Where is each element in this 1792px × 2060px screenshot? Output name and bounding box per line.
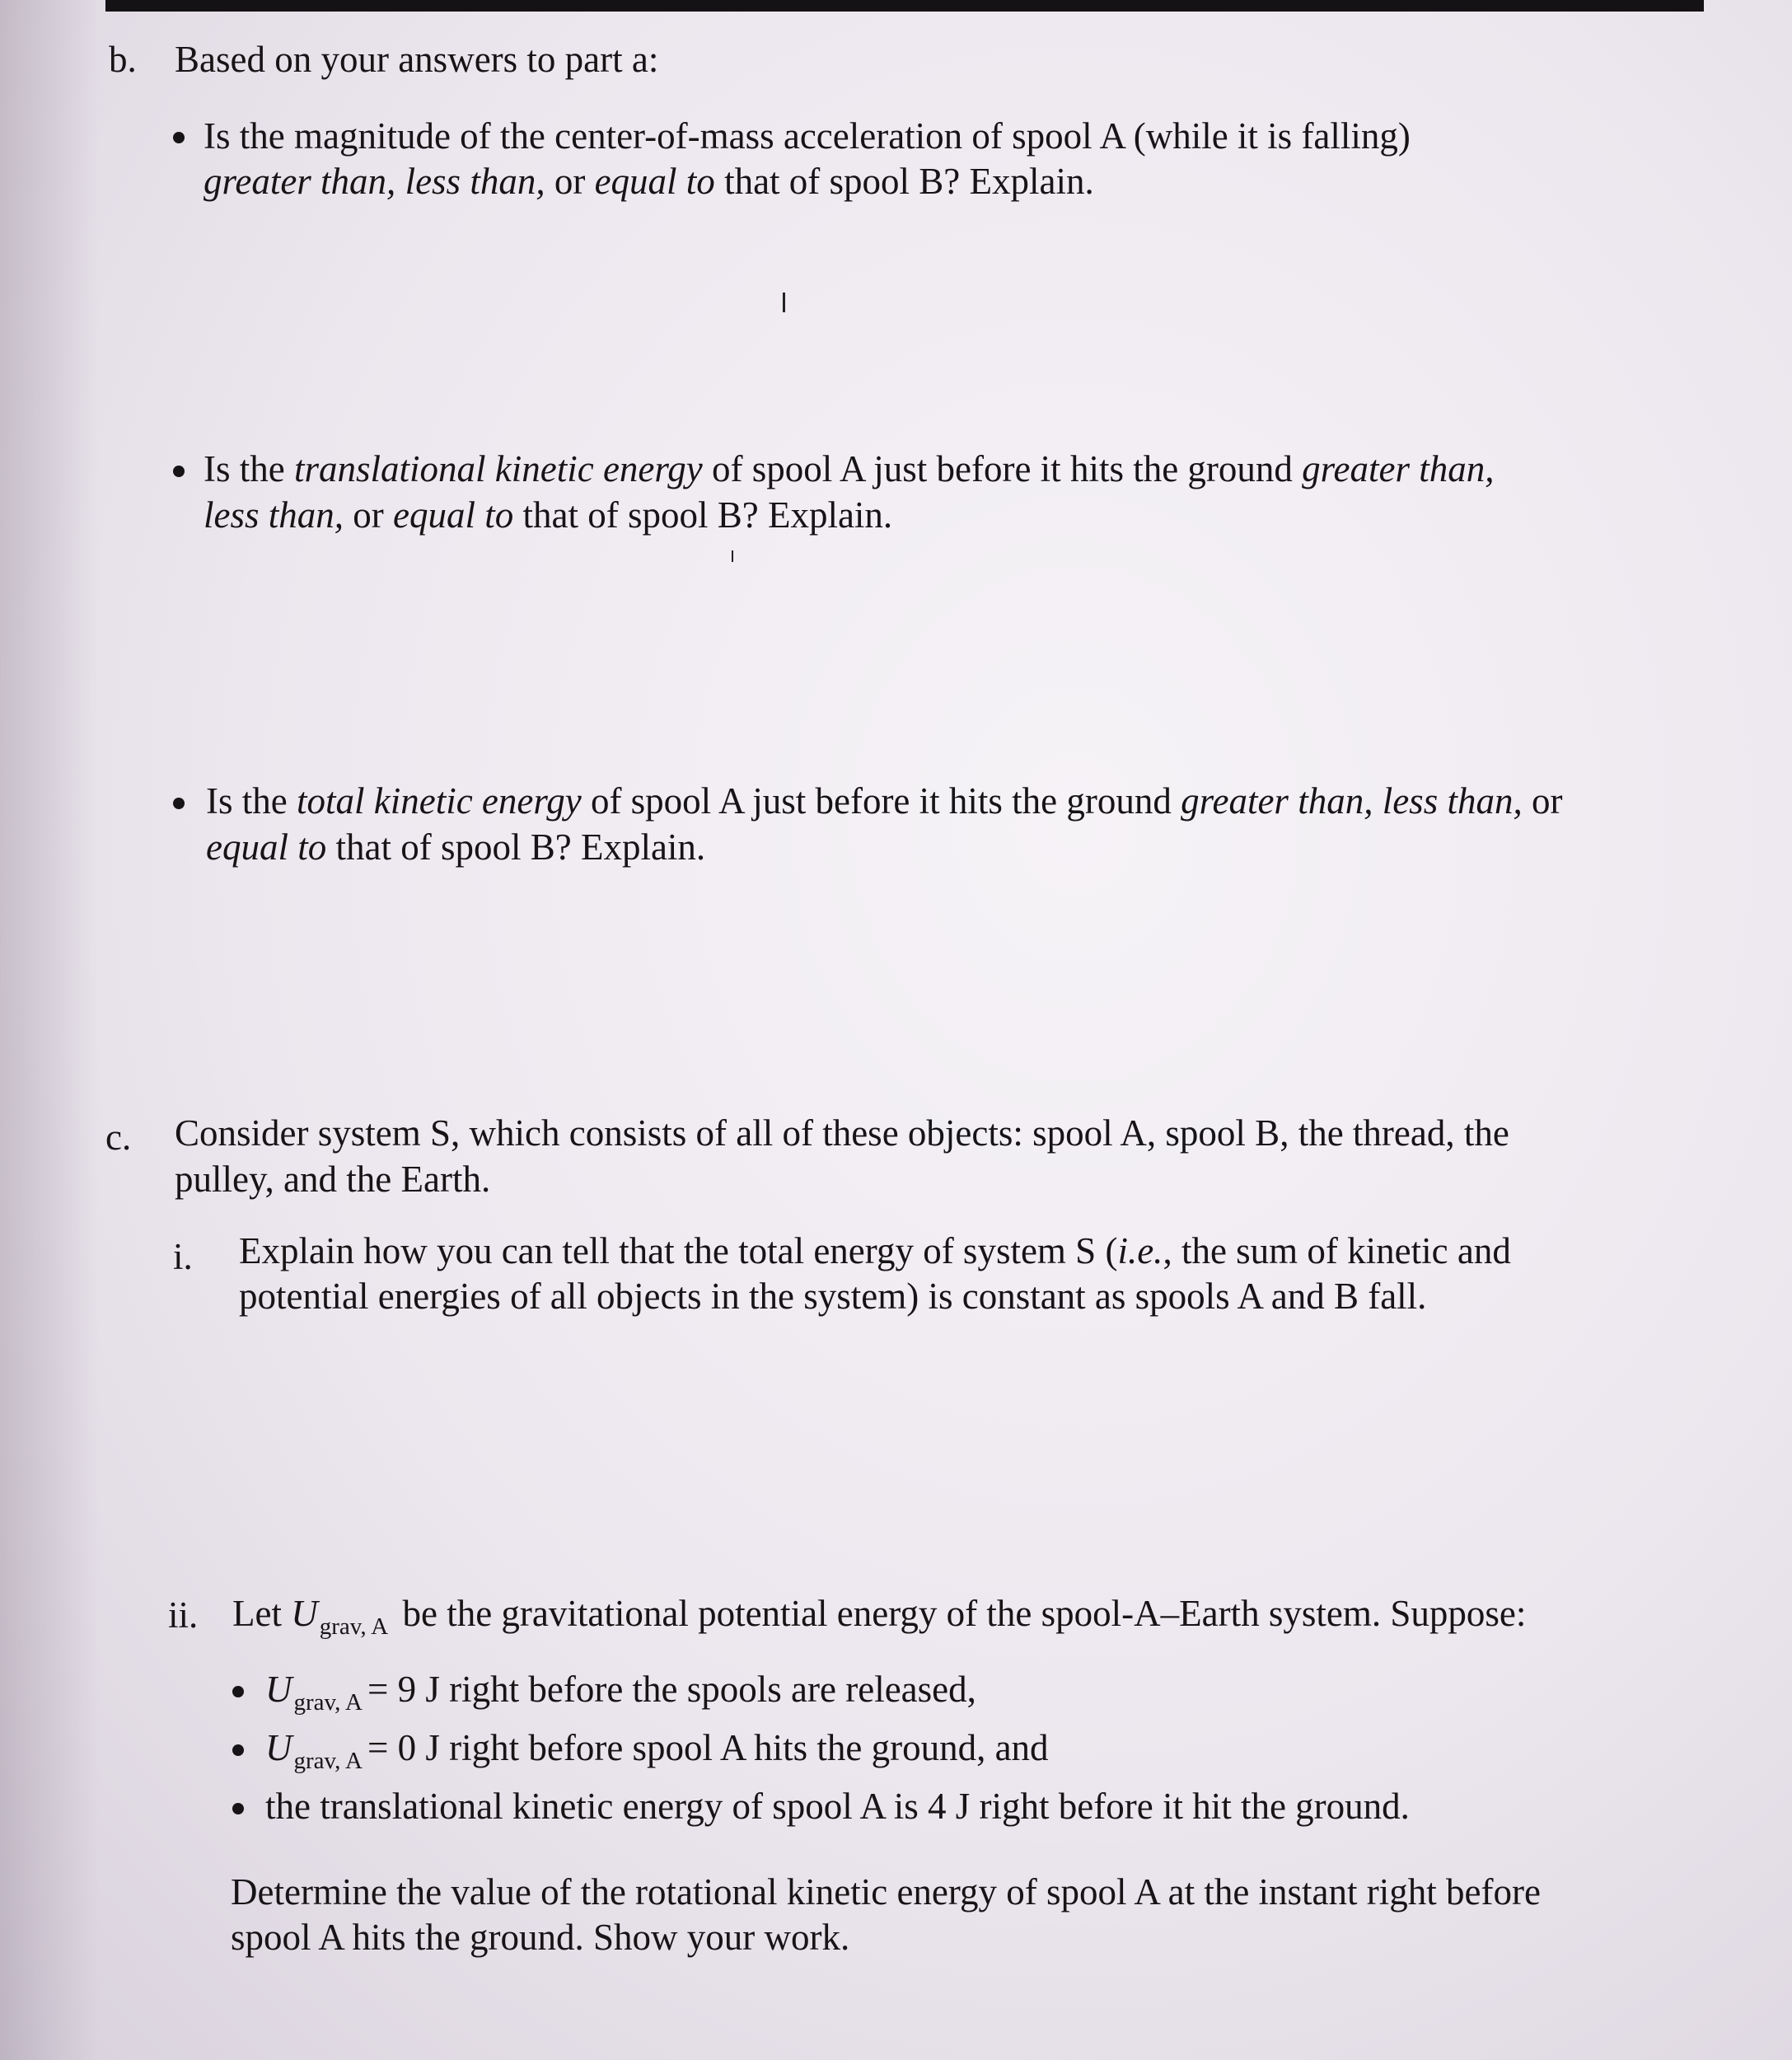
option-equal: equal to xyxy=(206,826,327,868)
sub-i-line1-a: Explain how you can tell that the total energy of system S ( xyxy=(239,1230,1118,1271)
option-equal: equal to xyxy=(393,494,514,536)
option-greater: greater than, xyxy=(1181,780,1373,822)
page-shadow xyxy=(0,0,99,2060)
option-equal: equal to xyxy=(594,161,715,202)
text-cursor-mark xyxy=(783,293,785,312)
q3-tail: that of spool B? Explain. xyxy=(335,826,706,868)
top-rule xyxy=(105,0,1704,12)
u-subscript: grav, A xyxy=(293,1748,363,1774)
task-line1: Determine the value of the rotational kinetic energy of spool A at the instant right before xyxy=(231,1871,1541,1913)
sub-i-line1-b: , the sum of kinetic and xyxy=(1163,1230,1511,1271)
u-symbol: U xyxy=(265,1727,292,1768)
bullet xyxy=(232,1803,244,1814)
or-word: or xyxy=(554,161,586,202)
sub-i-label: i. xyxy=(173,1236,193,1277)
or-word: or xyxy=(1531,780,1563,822)
given-1 xyxy=(265,1666,976,1717)
q3-mid: of spool A just before it hits the ground xyxy=(590,780,1172,822)
q2-lead: Is the xyxy=(204,448,285,489)
sub-ii-lead: Let xyxy=(232,1593,282,1634)
option-greater: greater than, xyxy=(204,161,396,202)
sub-i-line1 xyxy=(239,1228,1511,1274)
sub-ii-label: ii. xyxy=(168,1594,199,1636)
bullet xyxy=(173,466,185,477)
task-line2: spool A hits the ground. Show your work. xyxy=(231,1917,850,1958)
part-c-line1: Consider system S, which consists of all of these objects: spool A, spool B, the thread, the xyxy=(175,1112,1509,1154)
ie-abbrev: i.e. xyxy=(1117,1230,1163,1271)
given-1-text: = 9 J right before the spools are released, xyxy=(367,1669,976,1710)
given-2 xyxy=(265,1725,1049,1776)
given-3: the translational kinetic energy of spool A is 4 J right before it hit the ground. xyxy=(265,1786,1410,1827)
u-subscript: grav, A xyxy=(319,1613,389,1640)
given-2-text: = 0 J right before spool A hits the ground, and xyxy=(367,1727,1049,1768)
q3-term: total kinetic energy xyxy=(296,780,582,822)
or-word: or xyxy=(353,494,384,536)
option-less: less than, xyxy=(1382,780,1523,822)
part-c-line2: pulley, and the Earth. xyxy=(175,1159,491,1200)
q2-tail: that of spool B? Explain. xyxy=(522,494,893,536)
q3-line2 xyxy=(206,824,705,870)
q2-mid: of spool A just before it hits the ground xyxy=(711,448,1293,489)
part-b-label: b. xyxy=(109,39,137,80)
q2-term: translational kinetic energy xyxy=(293,448,703,489)
option-greater: greater than, xyxy=(1302,448,1495,489)
sub-ii-rest: be the gravitational potential energy of the spool-A–Earth system. Suppose: xyxy=(402,1593,1527,1634)
q3-lead: Is the xyxy=(206,780,288,822)
stray-mark xyxy=(732,550,733,562)
bullet xyxy=(173,132,185,143)
sub-i-line2: potential energies of all objects in the system) is constant as spools A and B fall. xyxy=(239,1276,1427,1317)
part-c-label: c. xyxy=(105,1117,132,1158)
q1-line1: Is the magnitude of the center-of-mass acceleration of spool A (while it is falling) xyxy=(204,115,1411,157)
part-b-intro: Based on your answers to part a: xyxy=(175,39,659,80)
q2-line1 xyxy=(204,446,1494,492)
u-subscript: grav, A xyxy=(293,1689,363,1716)
q1-tail: that of spool B? Explain. xyxy=(724,161,1094,202)
option-less: less than, xyxy=(405,161,545,202)
u-symbol: U xyxy=(265,1669,292,1710)
bullet xyxy=(232,1686,244,1697)
q1-line2 xyxy=(204,158,1094,204)
sub-ii-line1 xyxy=(232,1590,1526,1641)
bullet xyxy=(173,798,185,809)
option-less: less than, xyxy=(204,494,344,536)
bullet xyxy=(232,1744,244,1756)
u-symbol: U xyxy=(291,1593,318,1634)
q3-line1 xyxy=(206,778,1562,824)
q2-line2 xyxy=(204,492,892,538)
